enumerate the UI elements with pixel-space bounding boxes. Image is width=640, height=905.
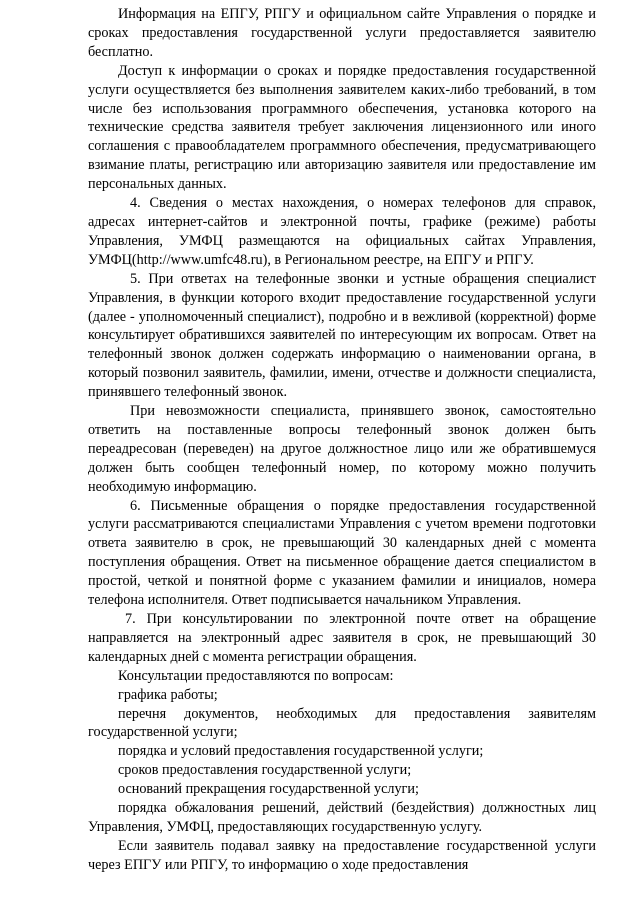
paragraph-section-5: 5. При ответах на телефонные звонки и устные обращения специалист Управления, в функции которого входит предоставление государственной услуги (далее - уполномоченный специалист), подробно и в вежливой (корректной) форме консультирует обратившихся заявителей по интересующим их вопросам. Ответ на телефонный звонок должен содержать информацию о наименовании органа, в который позвонил заявитель, фамилии, имени, отчестве и должности специалиста, принявшего телефонный звонок. xyxy=(88,270,596,401)
list-item: оснований прекращения государственной услуги; xyxy=(118,781,419,798)
list-item: перечня документов, необходимых для предоставления заявителям государственной услуги; xyxy=(88,705,596,741)
list-item: порядка и условий предоставления государственной услуги; xyxy=(118,743,484,760)
list-item: порядка обжалования решений, действий (бездействия) должностных лиц Управления, УМФЦ, предоставляющих государственную услугу. xyxy=(88,800,596,835)
paragraph-call-redirect: При невозможности специалиста, принявшего звонок, самостоятельно ответить на поставленные вопросы телефонный звонок должен быть переадресован (переведен) на другое должностное лицо или же обратившемуся должен быть сообщен телефонный номер, по которому можно получить необходимую информацию. xyxy=(88,403,596,495)
paragraph-epgu-status: Если заявитель подавал заявку на предоставление государственной услуги через ЕПГУ или РПГУ, то информацию о ходе предоставления xyxy=(88,837,596,873)
document-page xyxy=(88,5,596,875)
paragraph-section-4: 4. Сведения о местах нахождения, о номерах телефонов для справок, адресах интернет-сайтов и электронной почты, графике (режиме) работы Управления, УМФЦ размещаются на официальных сайтах Управления, УМФЦ(http://www.umfc48.ru), в Региональном реестре, на ЕПГУ и РПГУ. xyxy=(88,195,596,268)
paragraph-access-info: Доступ к информации о сроках и порядке предоставления государственной услуги осуществляется без выполнения заявителем каких-либо требований, в том числе без использования программного обеспечения, установка которого на технические средства заявителя требует заключения лицензионного или иного соглашения с правообладателем программного обеспечения, предусматривающего взимание платы, регистрацию или авторизацию заявителя или предоставление им персональных данных. xyxy=(88,62,596,193)
paragraph-section-6: 6. Письменные обращения о порядке предоставления государственной услуги рассматриваются специалистами Управления с учетом времени подготовки ответа заявителю в срок, не превышающий 30 календарных дней с момента поступления обращения. Ответ на письменное обращение дается специалистом в простой, четкой и понятной форме с указанием фамилии и инициалов, номера телефона исполнителя. Ответ подписывается начальником Управления. xyxy=(88,497,596,609)
paragraph-section-7: 7. При консультировании по электронной почте ответ на обращение направляется на электронный адрес заявителя в срок, не превышающий 30 календарных дней с момента регистрации обращения. xyxy=(88,611,596,665)
list-item: графика работы; xyxy=(118,686,218,703)
paragraph-free-info: Информация на ЕПГУ, РПГУ и официальном сайте Управления о порядке и сроках предоставления государственной услуги предоставляется заявителю бесплатно. xyxy=(88,6,596,60)
list-item: сроков предоставления государственной услуги; xyxy=(118,762,412,779)
paragraph-consult-topics: Консультации предоставляются по вопросам: xyxy=(118,667,394,684)
